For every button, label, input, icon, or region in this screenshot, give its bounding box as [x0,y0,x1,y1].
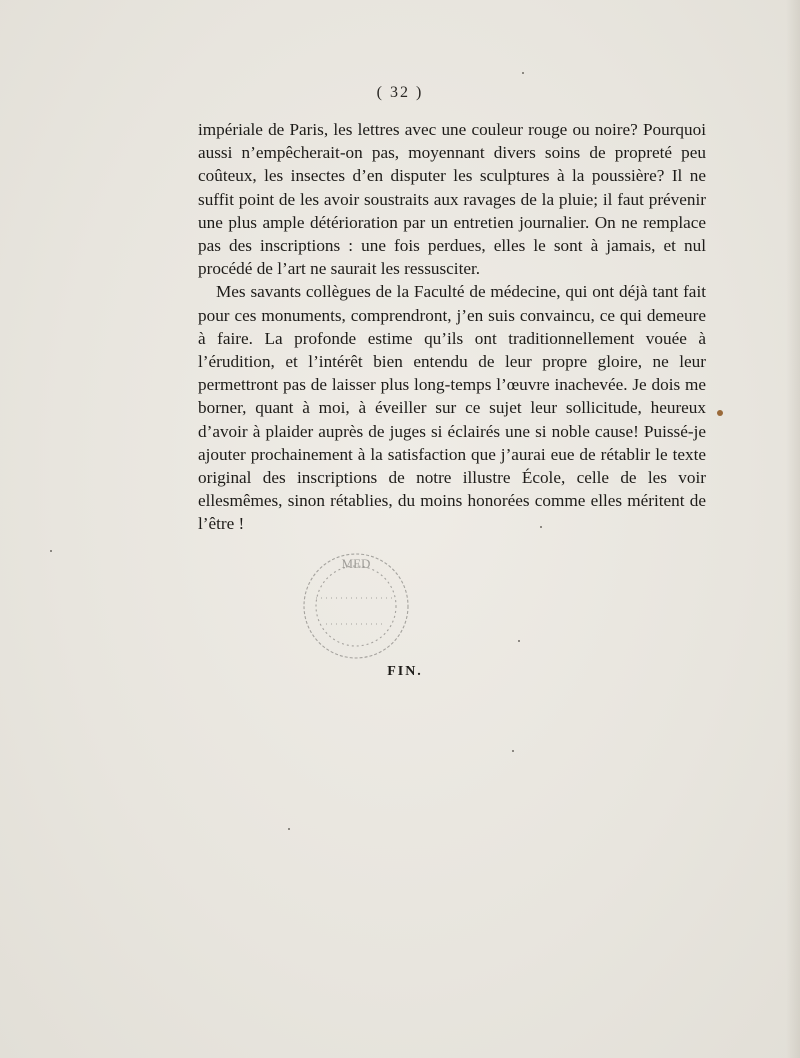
page-edge-shadow [786,0,800,1058]
ink-speck [518,640,520,642]
stamp-text: MED [341,556,371,571]
stamp-seal-icon [296,540,426,670]
paragraph-1: impériale de Paris, les lettres avec une couleur rouge ou noire? Pourquoi aussi n’empêcherait-on pas, moyennant divers soins de propreté peu coûteux, les insectes d’en disputer les sculptures à la poussière? Il ne suffit point de les avoir soustraits aux ravages de la pluie; il faut prévenir une plus ample détérioration par un entretien journalier. On ne remplace pas des inscriptions : une fois perdues, elles le sont à jamais, et nul procédé de l’art ne saurait les ressusciter. [198,120,706,279]
closing-fin: FIN. [387,664,423,679]
library-stamp [296,540,426,670]
ink-speck [512,750,514,752]
paragraph-2: Mes savants collègues de la Faculté de médecine, qui ont déjà tant fait pour ces monuments, comprendront, j’en suis convaincu, ce qui demeure à faire. La profonde estime qu’ils ont traditionnellement vouée à l’érudition, et l’intérêt bien entendu de leur propre gloire, ne leur permettront pas de laisser plus long-temps l’œuvre inachevée. Je dois me borner, quant à moi, à éveiller sur ce sujet leur sollicitude, heureux d’avoir à plaider auprès de juges si éclairés une si noble cause! Puissé-je ajouter prochainement à la satisfaction que j’aurai eue de rétablir le texte original des inscriptions de notre illustre École, celle de les voir ellesmêmes, sinon rétablies, du moins honorées comme elles méritent de l’être ! [198,282,706,534]
ink-speck [288,828,290,830]
body-text [198,118,706,536]
ink-speck [717,410,723,416]
page-number: ( 32 ) [376,84,424,101]
ink-speck [522,72,524,74]
ink-speck [540,526,542,528]
ink-speck [50,550,52,552]
